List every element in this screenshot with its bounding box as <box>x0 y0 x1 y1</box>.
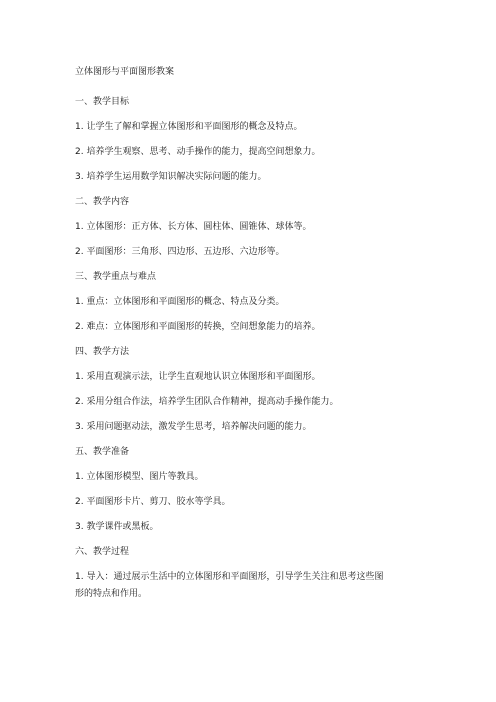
list-item: 1. 采用直观演示法，让学生直观地认识立体图形和平面图形。 <box>75 372 321 382</box>
list-item: 1. 导入：通过展示生活中的立体图形和平面图形，引导学生关注和思考这些图 <box>75 572 384 582</box>
section-heading-content: 二、教学内容 <box>75 197 130 207</box>
list-item: 1. 立体图形模型、图片等教具。 <box>75 472 204 482</box>
list-item: 2. 平面图形：三角形、四边形、五边形、六边形等。 <box>75 247 285 257</box>
section-heading-objectives: 一、教学目标 <box>75 97 130 107</box>
document-title: 立体图形与平面图形教案 <box>75 67 175 77</box>
list-item: 3. 采用问题驱动法，激发学生思考，培养解决问题的能力。 <box>75 422 312 432</box>
list-item: 1. 重点：立体图形和平面图形的概念、特点及分类。 <box>75 297 285 307</box>
list-item: 2. 培养学生观察、思考、动手操作的能力，提高空间想象力。 <box>75 147 321 157</box>
list-item: 2. 难点：立体图形和平面图形的转换，空间想象能力的培养。 <box>75 322 321 332</box>
list-item: 3. 培养学生运用数学知识解决实际问题的能力。 <box>75 172 267 182</box>
section-heading-preparation: 五、教学准备 <box>75 447 130 457</box>
section-heading-methods: 四、教学方法 <box>75 347 130 357</box>
section-heading-key-points: 三、教学重点与难点 <box>75 272 157 282</box>
list-item-continuation: 形的特点和作用。 <box>75 589 148 599</box>
list-item: 1. 立体图形：正方体、长方体、圆柱体、圆锥体、球体等。 <box>75 222 312 232</box>
section-heading-process: 六、教学过程 <box>75 547 130 557</box>
list-item: 2. 采用分组合作法，培养学生团队合作精神，提高动手操作能力。 <box>75 397 339 407</box>
list-item: 2. 平面图形卡片、剪刀、胶水等学具。 <box>75 497 231 507</box>
list-item: 3. 教学课件或黑板。 <box>75 522 159 532</box>
list-item: 1. 让学生了解和掌握立体图形和平面图形的概念及特点。 <box>75 122 303 132</box>
